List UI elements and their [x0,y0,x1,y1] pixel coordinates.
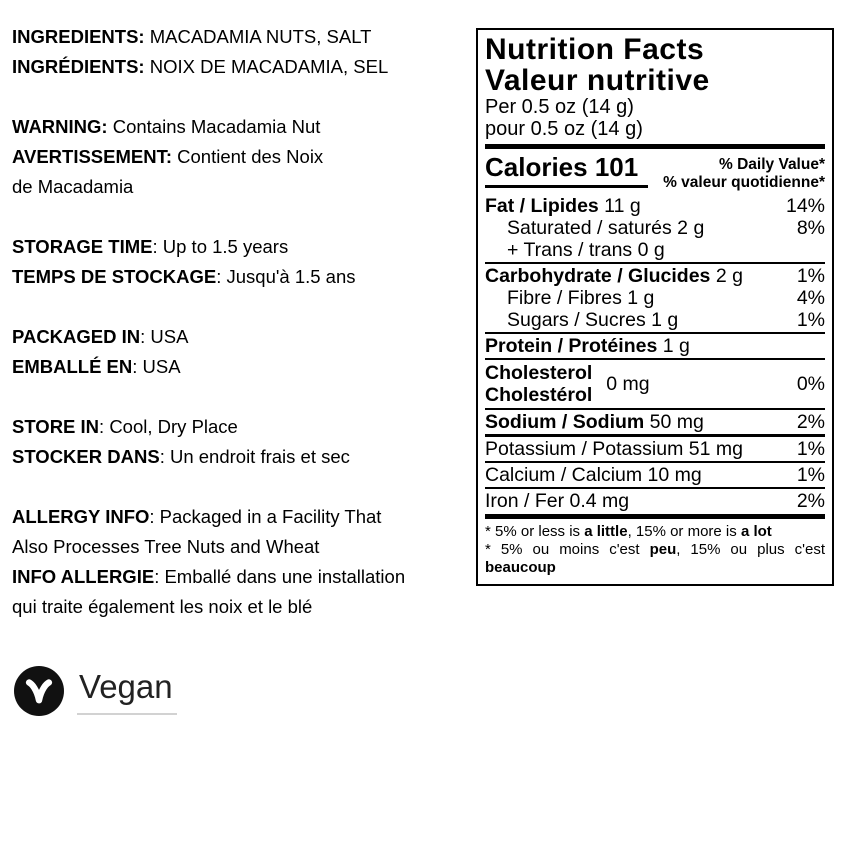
nutrient-row-trans: + Trans / trans 0 g [507,239,665,261]
allergy-value-en: : Packaged in a Facility That [149,506,382,527]
carbohydrate-dv: 1% [796,265,825,287]
vegan-v-glyph [22,674,56,708]
nutrient-row-fibre: Fibre / Fibres 1 g 4% [507,287,825,309]
product-info-column [12,22,474,652]
medium-rule [485,434,825,437]
nutrient-row-calcium: Calcium / Calcium 10 mg 1% [485,464,825,486]
store-in-label-en: STORE IN [12,416,100,437]
fibre-dv: 4% [796,287,825,309]
warning-line-fr-2 [12,172,474,202]
store-in-line-en [12,412,474,442]
nutrient-row-fat: Fat / Lipides 11 g 14% [485,195,825,217]
vegan-label: Vegan [77,668,177,715]
v-in-circle-icon [14,666,64,716]
nutrient-row-cholesterol [485,361,825,407]
cholesterol-amount: 0 mg [606,373,650,395]
store-in-value-en: : Cool, Dry Place [99,416,238,437]
nutrient-row-sodium: Sodium / Sodium 50 mg 2% [485,411,825,433]
nutrient-row-protein: Protein / Protéines 1 g [485,335,690,357]
potassium-dv: 1% [796,438,825,460]
packaged-line-fr [12,352,474,382]
allergy-label-fr: INFO ALLERGIE [12,566,155,587]
ingredients-label-en: INGREDIENTS: [12,26,145,47]
daily-value-header [663,153,825,192]
storage-value-en: : Up to 1.5 years [152,236,289,257]
rule [485,262,825,264]
store-in-paragraph [12,412,474,472]
storage-paragraph [12,232,474,292]
cholesterol-dv: 0% [796,373,825,395]
calories-value: Calories 101 [485,153,648,188]
warning-value-fr: Contient des Noix [172,146,324,167]
serving-size-fr: pour 0.5 oz (14 g) [485,118,643,140]
warning-label-fr: AVERTISSEMENT: [12,146,173,167]
nft-title-en: Nutrition Facts [485,33,705,66]
store-in-line-fr [12,442,474,472]
nutrient-row-iron: Iron / Fer 0.4 mg 2% [485,490,825,512]
sodium-dv: 2% [796,411,825,433]
store-in-value-fr: : Un endroit frais et sec [159,446,350,467]
serving-size-en: Per 0.5 oz (14 g) [485,96,634,118]
rule [485,408,825,410]
rule [485,358,825,360]
daily-value-header-fr: % valeur quotidienne* [663,174,825,191]
allergy-line-en-2 [12,532,474,562]
packaged-value-fr: : USA [132,356,181,377]
ingredients-paragraph [12,22,474,82]
allergy-value-fr: : Emballé dans une installation [154,566,406,587]
allergy-line-en [12,502,474,532]
allergy-line-fr [12,562,474,592]
warning-value-fr-cont: de Macadamia [12,176,134,197]
nutrition-facts-panel [476,28,834,586]
calcium-dv: 1% [796,464,825,486]
packaged-line-en [12,322,474,352]
allergy-line-fr-2 [12,592,474,622]
warning-value-en: Contains Macadamia Nut [107,116,321,137]
saturated-dv: 8% [796,217,825,239]
allergy-label-en: ALLERGY INFO [12,506,150,527]
fat-dv: 14% [785,195,825,217]
nutrient-row-potassium: Potassium / Potassium 51 mg 1% [485,438,825,460]
nutrient-row-carbohydrate: Carbohydrate / Glucides 2 g 1% [485,265,825,287]
rule [485,332,825,334]
storage-line-en [12,232,474,262]
packaged-value-en: : USA [140,326,189,347]
cholesterol-name-en: Cholesterol [485,362,593,384]
nft-title-fr: Valeur nutritive [485,64,710,97]
sugars-dv: 1% [796,309,825,331]
storage-line-fr [12,262,474,292]
calories-row [485,153,825,192]
allergy-value-en-cont: Also Processes Tree Nuts and Wheat [12,536,320,557]
ingredients-line-fr [12,52,474,82]
rule [485,487,825,489]
packaged-label-en: PACKAGED IN [12,326,141,347]
iron-dv: 2% [796,490,825,512]
vegan-badge [14,666,177,716]
store-in-label-fr: STOCKER DANS [12,446,160,467]
allergy-value-fr-cont: qui traite également les noix et le blé [12,596,313,617]
packaged-paragraph [12,322,474,382]
warning-line-fr [12,142,474,172]
packaged-label-fr: EMBALLÉ EN [12,356,133,377]
thick-rule-top [485,144,825,149]
storage-label-fr: TEMPS DE STOCKAGE [12,266,217,287]
nutrient-row-sugars: Sugars / Sucres 1 g 1% [507,309,825,331]
daily-value-header-en: % Daily Value* [719,156,825,173]
ingredients-line-en [12,22,474,52]
storage-label-en: STORAGE TIME [12,236,153,257]
allergy-paragraph [12,502,474,622]
nutrient-row-saturated: Saturated / saturés 2 g 8% [507,217,825,239]
warning-line-en [12,112,474,142]
warning-paragraph [12,112,474,202]
footnote [485,519,825,577]
rule [485,461,825,463]
warning-label-en: WARNING: [12,116,108,137]
ingredients-value-fr: NOIX DE MACADAMIA, SEL [144,56,389,77]
ingredients-label-fr: INGRÉDIENTS: [12,56,145,77]
footnote-fr: * 5% ou moins c'est peu, 15% ou plus c'est beaucoup [485,541,825,576]
footnote-en: * 5% or less is a little, 15% or more is a lot [485,523,772,540]
ingredients-value-en: MACADAMIA NUTS, SALT [144,26,372,47]
cholesterol-name-fr: Cholestérol [485,384,593,406]
storage-value-fr: : Jusqu'à 1.5 ans [216,266,356,287]
